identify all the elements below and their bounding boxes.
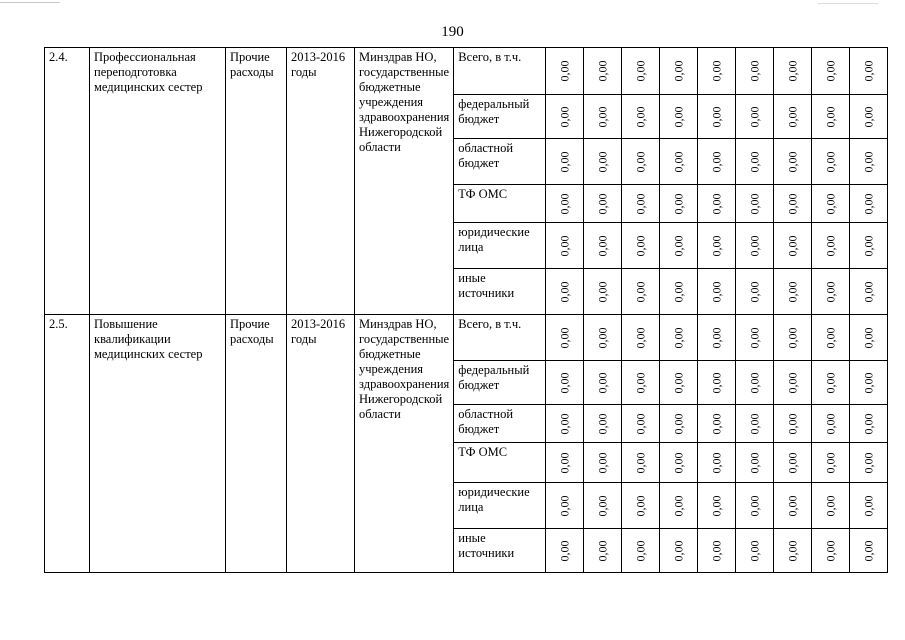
value-text: 0,00: [823, 413, 838, 434]
value-cell: [546, 529, 584, 573]
value-text: 0,00: [861, 106, 876, 127]
value-cell: [850, 269, 888, 315]
value-cell: [698, 95, 736, 139]
value-cell: [774, 48, 812, 95]
value-text: 0,00: [861, 193, 876, 214]
funding-source: ТФ ОМС: [454, 443, 546, 483]
value-text: 0,00: [671, 327, 686, 348]
value-text: 0,00: [671, 452, 686, 473]
item-number: 2.5.: [45, 315, 90, 573]
item-name: Профессиональная переподготовка медицинских сестер: [90, 48, 226, 315]
value-text: 0,00: [671, 413, 686, 434]
value-cell: [812, 529, 850, 573]
value-text: 0,00: [709, 106, 724, 127]
value-text: 0,00: [785, 106, 800, 127]
table-row: [45, 315, 888, 361]
value-cell: [698, 269, 736, 315]
value-text: 0,00: [633, 151, 648, 172]
value-text: 0,00: [747, 60, 762, 82]
value-cell: [736, 483, 774, 529]
expense-type: Прочие расходы: [226, 48, 287, 315]
expense-type: Прочие расходы: [226, 315, 287, 573]
value-text: 0,00: [823, 327, 838, 348]
value-text: 0,00: [709, 495, 724, 516]
value-text: 0,00: [861, 495, 876, 516]
value-text: 0,00: [557, 235, 572, 256]
value-text: 0,00: [633, 327, 648, 348]
value-text: 0,00: [747, 151, 762, 172]
value-text: 0,00: [747, 495, 762, 516]
value-cell: [812, 223, 850, 269]
value-text: 0,00: [747, 281, 762, 302]
value-text: 0,00: [823, 495, 838, 516]
value-cell: [736, 223, 774, 269]
value-text: 0,00: [595, 106, 610, 127]
value-cell: [812, 443, 850, 483]
value-text: 0,00: [633, 235, 648, 256]
value-cell: [546, 405, 584, 443]
period: 2013-2016 годы: [287, 315, 355, 573]
value-cell: [622, 185, 660, 223]
value-text: 0,00: [861, 151, 876, 172]
value-cell: [774, 223, 812, 269]
value-text: 0,00: [861, 60, 876, 82]
value-text: 0,00: [557, 452, 572, 473]
value-cell: [698, 315, 736, 361]
value-cell: [622, 405, 660, 443]
value-text: 0,00: [709, 151, 724, 172]
value-cell: [546, 95, 584, 139]
funding-source: областной бюджет: [454, 405, 546, 443]
value-text: 0,00: [747, 106, 762, 127]
value-cell: [698, 185, 736, 223]
value-text: 0,00: [785, 281, 800, 302]
value-text: 0,00: [595, 495, 610, 516]
value-text: 0,00: [823, 452, 838, 473]
value-cell: [850, 529, 888, 573]
value-cell: [660, 529, 698, 573]
value-text: 0,00: [785, 151, 800, 172]
value-text: 0,00: [557, 60, 572, 82]
table-body: [45, 48, 888, 573]
value-cell: [660, 443, 698, 483]
value-text: 0,00: [633, 372, 648, 393]
value-cell: [736, 95, 774, 139]
value-cell: [584, 48, 622, 95]
value-cell: [622, 95, 660, 139]
value-text: 0,00: [633, 281, 648, 302]
value-cell: [698, 443, 736, 483]
value-text: 0,00: [747, 540, 762, 561]
value-text: 0,00: [823, 235, 838, 256]
funding-source: ТФ ОМС: [454, 185, 546, 223]
value-cell: [850, 95, 888, 139]
value-text: 0,00: [747, 413, 762, 434]
value-text: 0,00: [785, 540, 800, 561]
value-text: 0,00: [709, 281, 724, 302]
value-text: 0,00: [671, 495, 686, 516]
value-text: 0,00: [595, 235, 610, 256]
value-cell: [584, 139, 622, 185]
value-cell: [698, 483, 736, 529]
funding-source: иные источники: [454, 269, 546, 315]
value-cell: [546, 139, 584, 185]
value-text: 0,00: [709, 540, 724, 561]
value-cell: [812, 48, 850, 95]
value-text: 0,00: [671, 106, 686, 127]
value-text: 0,00: [595, 372, 610, 393]
value-cell: [622, 139, 660, 185]
value-cell: [622, 223, 660, 269]
value-text: 0,00: [861, 235, 876, 256]
value-text: 0,00: [557, 327, 572, 348]
value-cell: [812, 139, 850, 185]
value-cell: [774, 529, 812, 573]
value-cell: [546, 361, 584, 405]
value-text: 0,00: [671, 193, 686, 214]
value-cell: [584, 361, 622, 405]
value-text: 0,00: [709, 235, 724, 256]
value-text: 0,00: [709, 372, 724, 393]
value-text: 0,00: [633, 106, 648, 127]
value-text: 0,00: [785, 60, 800, 82]
value-text: 0,00: [823, 60, 838, 82]
value-text: 0,00: [823, 372, 838, 393]
value-text: 0,00: [823, 281, 838, 302]
value-cell: [850, 223, 888, 269]
value-text: 0,00: [595, 193, 610, 214]
value-text: 0,00: [557, 413, 572, 434]
value-cell: [546, 483, 584, 529]
value-cell: [546, 315, 584, 361]
value-cell: [546, 185, 584, 223]
value-cell: [812, 269, 850, 315]
value-cell: [698, 139, 736, 185]
value-cell: [736, 361, 774, 405]
value-cell: [660, 269, 698, 315]
value-text: 0,00: [709, 413, 724, 434]
value-cell: [622, 48, 660, 95]
value-text: 0,00: [785, 372, 800, 393]
value-text: 0,00: [633, 452, 648, 473]
value-cell: [584, 185, 622, 223]
value-text: 0,00: [861, 413, 876, 434]
value-text: 0,00: [709, 327, 724, 348]
value-text: 0,00: [557, 495, 572, 516]
value-text: 0,00: [709, 193, 724, 214]
value-cell: [660, 361, 698, 405]
value-text: 0,00: [823, 540, 838, 561]
value-cell: [660, 95, 698, 139]
funding-source: Всего, в т.ч.: [454, 315, 546, 361]
executor: Минздрав НО, государственные бюджетные учреждения здравоохранения Нижегородской области: [355, 48, 454, 315]
value-text: 0,00: [785, 193, 800, 214]
value-text: 0,00: [595, 151, 610, 172]
value-text: 0,00: [747, 372, 762, 393]
item-name: Повышение квалификации медицинских сестер: [90, 315, 226, 573]
value-text: 0,00: [785, 495, 800, 516]
value-cell: [622, 361, 660, 405]
funding-source: иные источники: [454, 529, 546, 573]
period: 2013-2016 годы: [287, 48, 355, 315]
value-text: 0,00: [671, 151, 686, 172]
value-cell: [546, 223, 584, 269]
value-text: 0,00: [747, 327, 762, 348]
value-text: 0,00: [671, 281, 686, 302]
executor: Минздрав НО, государственные бюджетные учреждения здравоохранения Нижегородской области: [355, 315, 454, 573]
value-text: 0,00: [557, 106, 572, 127]
value-cell: [660, 185, 698, 223]
value-cell: [736, 405, 774, 443]
value-cell: [698, 48, 736, 95]
value-cell: [850, 315, 888, 361]
value-cell: [698, 361, 736, 405]
value-cell: [774, 95, 812, 139]
item-number: 2.4.: [45, 48, 90, 315]
value-cell: [812, 483, 850, 529]
value-text: 0,00: [747, 452, 762, 473]
value-cell: [660, 315, 698, 361]
value-text: 0,00: [633, 495, 648, 516]
value-cell: [812, 315, 850, 361]
value-cell: [736, 48, 774, 95]
value-cell: [850, 405, 888, 443]
value-cell: [812, 361, 850, 405]
value-cell: [850, 48, 888, 95]
value-cell: [622, 483, 660, 529]
value-text: 0,00: [633, 60, 648, 82]
value-text: 0,00: [785, 235, 800, 256]
value-cell: [584, 315, 622, 361]
value-cell: [850, 361, 888, 405]
value-text: 0,00: [595, 60, 610, 82]
value-cell: [736, 443, 774, 483]
value-cell: [584, 405, 622, 443]
value-cell: [736, 269, 774, 315]
value-text: 0,00: [595, 540, 610, 561]
value-cell: [584, 529, 622, 573]
value-text: 0,00: [557, 372, 572, 393]
value-cell: [774, 139, 812, 185]
value-text: 0,00: [671, 60, 686, 82]
value-cell: [584, 269, 622, 315]
value-cell: [812, 405, 850, 443]
value-text: 0,00: [557, 151, 572, 172]
funding-source: федеральный бюджет: [454, 361, 546, 405]
value-cell: [660, 139, 698, 185]
value-cell: [774, 269, 812, 315]
value-text: 0,00: [861, 452, 876, 473]
value-cell: [774, 185, 812, 223]
value-cell: [660, 483, 698, 529]
value-cell: [736, 315, 774, 361]
value-cell: [660, 223, 698, 269]
value-cell: [774, 361, 812, 405]
value-cell: [698, 405, 736, 443]
value-text: 0,00: [823, 193, 838, 214]
value-cell: [812, 185, 850, 223]
value-cell: [850, 139, 888, 185]
value-cell: [622, 443, 660, 483]
funding-table: [44, 47, 888, 573]
value-text: 0,00: [785, 413, 800, 434]
funding-source: федеральный бюджет: [454, 95, 546, 139]
table-row: [45, 48, 888, 95]
value-text: 0,00: [747, 193, 762, 214]
value-text: 0,00: [595, 281, 610, 302]
value-text: 0,00: [633, 193, 648, 214]
value-text: 0,00: [709, 452, 724, 473]
value-cell: [774, 315, 812, 361]
value-text: 0,00: [633, 413, 648, 434]
value-text: 0,00: [785, 452, 800, 473]
value-cell: [736, 139, 774, 185]
value-cell: [584, 95, 622, 139]
value-cell: [736, 529, 774, 573]
value-cell: [660, 405, 698, 443]
value-text: 0,00: [633, 540, 648, 561]
value-text: 0,00: [785, 327, 800, 348]
value-cell: [812, 95, 850, 139]
value-cell: [660, 48, 698, 95]
value-text: 0,00: [861, 372, 876, 393]
value-text: 0,00: [823, 151, 838, 172]
value-cell: [736, 185, 774, 223]
value-cell: [584, 443, 622, 483]
scan-edge-mark: [0, 2, 60, 3]
value-text: 0,00: [861, 540, 876, 561]
value-cell: [774, 483, 812, 529]
value-text: 0,00: [823, 106, 838, 127]
value-text: 0,00: [557, 193, 572, 214]
value-cell: [698, 529, 736, 573]
value-cell: [584, 483, 622, 529]
value-cell: [850, 185, 888, 223]
value-cell: [546, 48, 584, 95]
value-text: 0,00: [557, 281, 572, 302]
value-text: 0,00: [709, 60, 724, 82]
value-text: 0,00: [595, 452, 610, 473]
value-cell: [850, 483, 888, 529]
value-cell: [622, 529, 660, 573]
page-number: 190: [441, 24, 464, 40]
value-text: 0,00: [671, 540, 686, 561]
value-cell: [850, 443, 888, 483]
value-cell: [584, 223, 622, 269]
value-text: 0,00: [671, 235, 686, 256]
funding-source: областной бюджет: [454, 139, 546, 185]
funding-source: Всего, в т.ч.: [454, 48, 546, 95]
value-cell: [622, 269, 660, 315]
value-cell: [698, 223, 736, 269]
scan-edge-mark: [818, 3, 878, 4]
funding-source: юридические лица: [454, 223, 546, 269]
value-cell: [774, 405, 812, 443]
value-text: 0,00: [595, 413, 610, 434]
value-text: 0,00: [747, 235, 762, 256]
value-cell: [774, 443, 812, 483]
value-text: 0,00: [861, 281, 876, 302]
value-cell: [622, 315, 660, 361]
value-cell: [546, 269, 584, 315]
value-cell: [546, 443, 584, 483]
value-text: 0,00: [557, 540, 572, 561]
value-text: 0,00: [861, 327, 876, 348]
value-text: 0,00: [595, 327, 610, 348]
value-text: 0,00: [671, 372, 686, 393]
funding-source: юридические лица: [454, 483, 546, 529]
